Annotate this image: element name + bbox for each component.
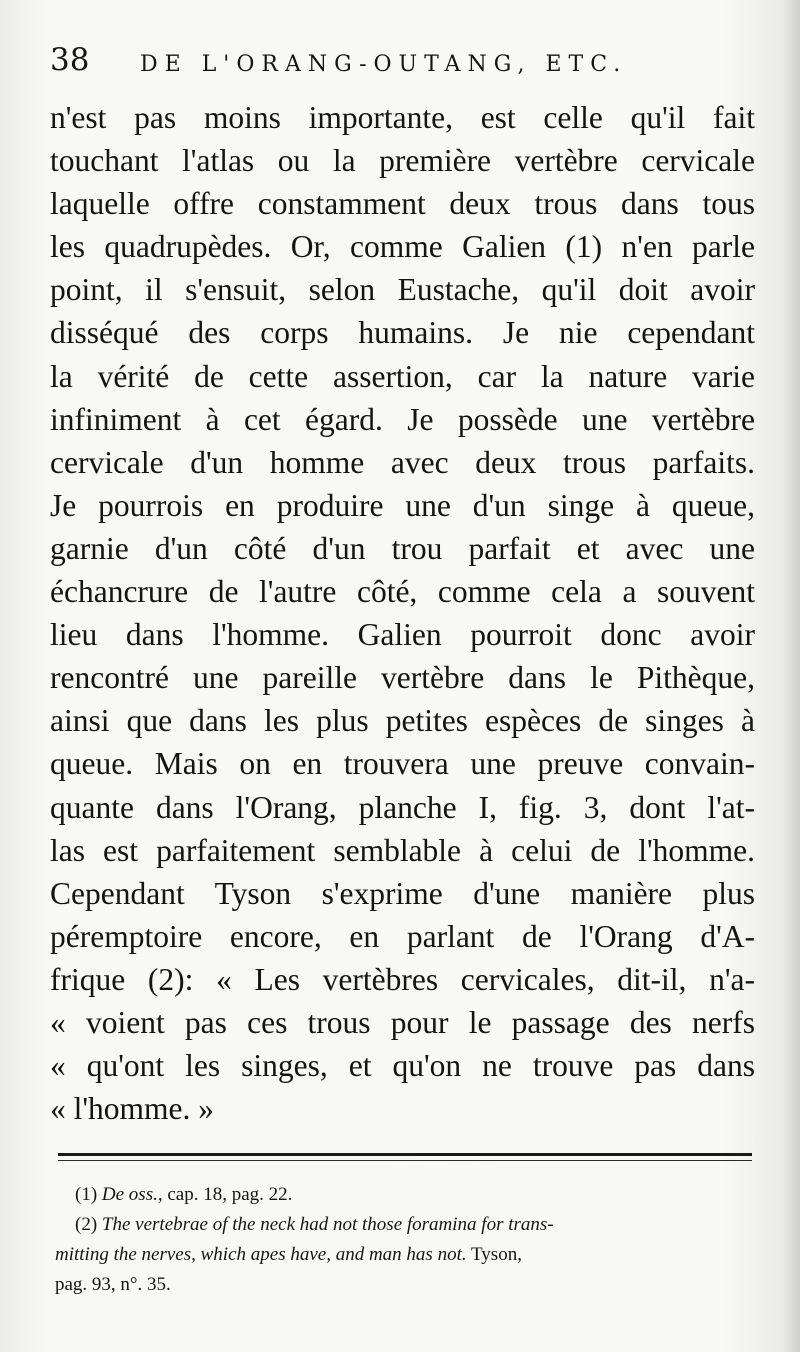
text-line: Cependant Tyson s'exprime d'une manière plus (50, 875, 755, 911)
text-line: échancrure de l'autre côté, comme cela a souvent (50, 574, 755, 610)
footnote-rule (58, 1153, 752, 1156)
page-edge-shadow (782, 0, 800, 1352)
text-line: rencontré une pareille vertèbre dans le Pithèque, (50, 660, 755, 696)
footnote-reference: , cap. 18, pag. 22. (157, 1184, 293, 1205)
footnote-2 (75, 1210, 755, 1240)
page-number: 38 (50, 42, 90, 78)
text-line: les quadrupèdes. Or, comme Galien (1) n'en parle (50, 229, 755, 265)
text-line: « l'homme. » (50, 1091, 215, 1127)
footnotes (55, 1180, 755, 1300)
footnote-quote-italic: mitting the nerves, which apes have, and man has not. (55, 1244, 467, 1265)
text-line: cervicale d'un homme avec deux trous parfaits. (50, 444, 755, 480)
text-line: lieu dans l'homme. Galien pourroit donc avoir (50, 617, 755, 653)
footnote-author: Tyson, (466, 1244, 522, 1265)
footnote-rule-thin (58, 1160, 752, 1161)
text-line: « qu'ont les singes, et qu'on ne trouve pas dans (50, 1048, 755, 1084)
footnote-2-continued (55, 1240, 755, 1270)
footnote-source-italic: De oss. (101, 1184, 158, 1205)
text-line: péremptoire encore, en parlant de l'Orang d'A- (50, 918, 755, 954)
text-line: ainsi que dans les plus petites espèces de singes à (50, 703, 755, 739)
text-line: quante dans l'Orang, planche I, fig. 3, dont l'at- (50, 789, 755, 825)
text-line: las est parfaitement semblable à celui de l'homme. (50, 832, 755, 868)
text-line: point, il s'ensuit, selon Eustache, qu'il doit avoir (50, 272, 755, 308)
footnote-2-reference: pag. 93, n°. 35. (55, 1274, 171, 1295)
text-line: n'est pas moins importante, est celle qu'il fait (50, 100, 755, 135)
body-text (50, 96, 755, 1130)
footnote-marker: (2) (75, 1214, 98, 1235)
text-line: queue. Mais on en trouvera une preuve convain- (50, 746, 755, 782)
running-head: DE L'ORANG-OUTANG, ETC. (140, 52, 628, 77)
footnote-marker: (1) (75, 1184, 98, 1205)
text-line: infiniment à cet égard. Je possède une vertèbre (50, 401, 755, 437)
text-line: Je pourrois en produire une d'un singe à queue, (50, 487, 755, 523)
page-header (50, 40, 750, 90)
text-line: frique (2): « Les vertèbres cervicales, dit-il, n'a- (50, 961, 755, 997)
footnote-quote-italic: The vertebrae of the neck had not those foramina for trans- (101, 1214, 554, 1235)
text-line: garnie d'un côté d'un trou parfait et avec une (50, 530, 755, 566)
text-line: disséqué des corps humains. Je nie cependant (50, 315, 755, 351)
text-line: la vérité de cette assertion, car la nature varie (50, 358, 755, 394)
text-line: laquelle offre constamment deux trous dans tous (50, 186, 755, 222)
footnote-1 (75, 1180, 755, 1210)
text-line: « voient pas ces trous pour le passage des nerfs (50, 1004, 755, 1040)
text-line: touchant l'atlas ou la première vertèbre cervicale (50, 143, 755, 179)
